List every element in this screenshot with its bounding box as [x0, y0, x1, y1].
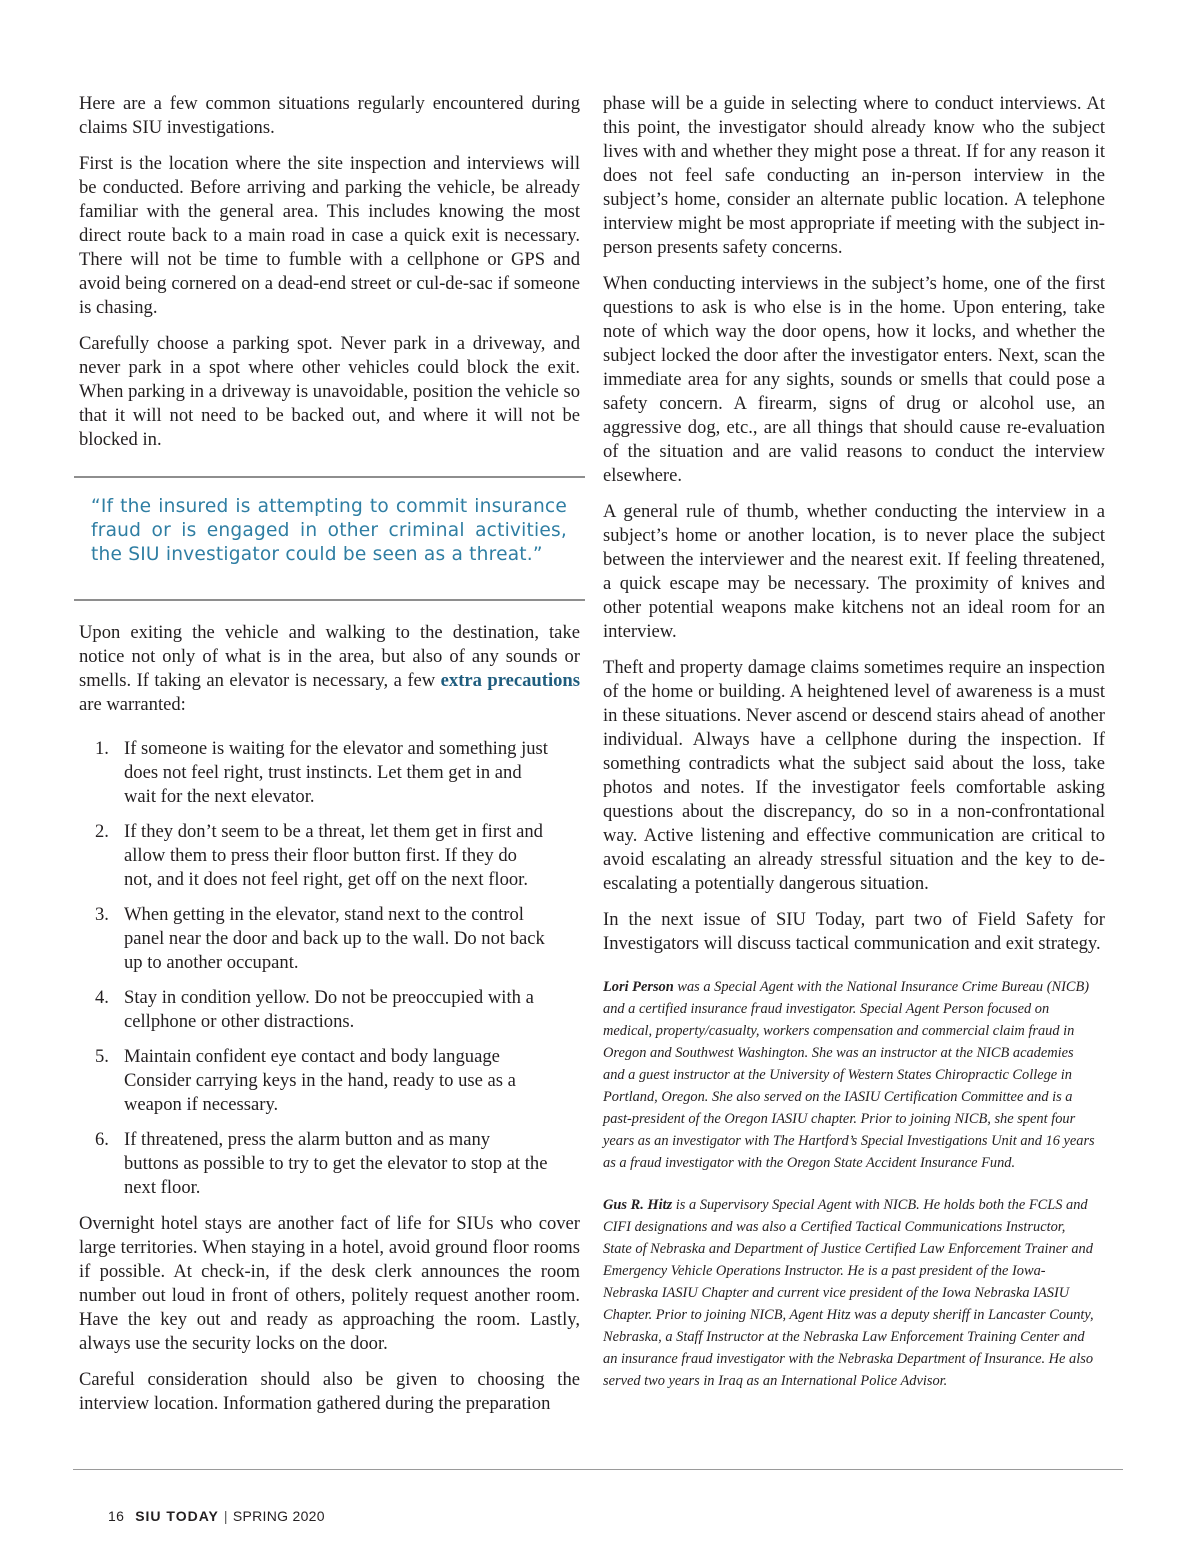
author-name: Lori Person: [603, 979, 674, 995]
list-item-text: If threatened, press the alarm button and as many buttons as possible to try to get the elevator to stop at the next floor.: [124, 1129, 548, 1198]
list-item: [79, 820, 549, 892]
list-item: [79, 1128, 549, 1200]
paragraph: Overnight hotel stays are another fact of life for SIUs who cover large territories. When staying in a hotel, avoid ground floor rooms if possible. At check-in, if the desk clerk announces the room number out loud in front of others, politely request another room. Have the key out and ready as approaching the room. Lastly, always use the security locks on the door.: [79, 1213, 580, 1354]
page-footer: [108, 1508, 325, 1524]
list-number: 4.: [95, 987, 109, 1008]
paragraph: Careful consideration should also be given to choosing the interview location. Information gathered during the preparation: [79, 1369, 580, 1414]
paragraph-text: Upon exiting the vehicle and walking to the destination, take notice not only of what is in the area, but also of any sounds or smells. If taking an elevator is necessary, a few: [79, 622, 580, 691]
author-name: Gus R. Hitz: [603, 1197, 673, 1213]
list-item-text: If someone is waiting for the elevator and something just does not feel right, trust instincts. Let them get in and wait for the next elevator.: [124, 738, 548, 807]
list-item: [79, 903, 549, 975]
paragraph: A general rule of thumb, whether conducting the interview in a subject’s home or another location, is to never place the subject between the interviewer and the nearest exit. If feeling threatened, a quick escape may be necessary. The proximity of knives and other potential weapons make kitchens not an ideal room for an interview.: [603, 501, 1105, 642]
paragraph: Theft and property damage claims sometimes require an inspection of the home or building. A heightened level of awareness is a must in these situations. Never ascend or descend stairs ahead of another individual. Always have a cellphone during the inspection. If something contradicts what the subject said about the loss, take photos and notes. If the investigator feels comfortable asking questions about the discrepancy, do so in a non-confrontational way. Active listening and effective communication are critical to avoid escalating an already stressful situation and the key to de-escalating a potentially dangerous situation.: [603, 657, 1105, 894]
author-bio-lori-person: [603, 976, 1095, 1174]
list-number: 1.: [95, 738, 109, 759]
issue-label: SPRING 2020: [232, 1508, 325, 1524]
right-column: [603, 92, 1105, 1412]
author-bio-text: is a Supervisory Special Agent with NICB. He holds both the FCLS and CIFI designations and was also a Certified Tactical Communications Instructor, State of Nebraska and Department of Justice Certified Law Enforcement Trainer and Emergency Vehicle Operations Instructor. He is a past president of the Iowa-Nebraska IASIU Chapter and current vice president of the Iowa Nebraska IASIU Chapter. Prior to joining NICB, Agent Hitz was a deputy sheriff in Lancaster County, Nebraska, a Staff Instructor at the Nebraska Law Enforcement Training Center and an insurance fraud investigator with the Nebraska Department of Insurance. He also served two years in Iraq as an International Police Advisor.: [603, 1197, 1094, 1389]
publication-name: SIU TODAY: [135, 1508, 219, 1524]
paragraph: When conducting interviews in the subject’s home, one of the first questions to ask is who else is in the home. Upon entering, take note of which way the door opens, how it locks, and whether the subject locked the door after the investigator enters. Next, scan the immediate area for any sights, sounds or smells that could pose a safety concern. A firearm, signs of drug or alcohol use, an aggressive dog, etc., are all things that should cause re-evaluation of the situation and are valid reasons to conduct the interview elsewhere.: [603, 273, 1105, 486]
paragraph: [79, 621, 580, 717]
author-bio-text: was a Special Agent with the National Insurance Crime Bureau (NICB) and a certified insurance fraud investigator. Special Agent Person focused on medical, property/casualty, workers compensation and commercial claim fraud in Oregon and Southwest Washington. She was an instructor at the NICB academies and a guest instructor at the University of Western States Chiropractic College in Portland, Oregon. She also served on the IASIU Certification Committee and is a past-president of the Oregon IASIU chapter. Prior to joining NICB, she spent four years as an investigator with The Hartford’s Special Investigations Unit and 16 years as a fraud investigator with the Oregon State Accident Insurance Fund.: [603, 979, 1095, 1171]
list-number: 3.: [95, 904, 109, 925]
list-number: 6.: [95, 1129, 109, 1150]
author-bio-gus-hitz: [603, 1194, 1095, 1392]
paragraph: Here are a few common situations regularly encountered during claims SIU investigations.: [79, 93, 580, 138]
list-item-text: If they don’t seem to be a threat, let them get in first and allow them to press their floor button first. If they do not, and it does not feel right, get off on the next floor.: [124, 821, 543, 890]
list-number: 2.: [95, 821, 109, 842]
list-item: [79, 737, 549, 809]
elevator-precautions-list: [79, 737, 549, 1200]
page-number: 16: [108, 1508, 125, 1524]
footer-divider: [73, 1469, 1123, 1470]
paragraph-text: are warranted:: [79, 694, 186, 715]
pull-quote: [74, 476, 585, 601]
list-item: [79, 986, 549, 1034]
paragraph: First is the location where the site inspection and interviews will be conducted. Before arriving and parking the vehicle, be already familiar with the general area. This includes knowing the most direct route back to a main road in case a quick exit is necessary. There will not be time to fumble with a cellphone or GPS and avoid being cornered on a dead-end street or cul-de-sac if someone is chasing.: [79, 153, 580, 318]
list-item-text: Stay in condition yellow. Do not be preoccupied with a cellphone or other distractions.: [124, 987, 534, 1032]
extra-precautions-link[interactable]: extra precautions: [440, 670, 581, 691]
footer-separator: |: [223, 1508, 228, 1524]
list-item-text: When getting in the elevator, stand next to the control panel near the door and back up to the wall. Do not back up to another occupant.: [124, 904, 545, 973]
list-number: 5.: [95, 1046, 109, 1067]
list-item-text: Maintain confident eye contact and body language Consider carrying keys in the hand, ready to use as a weapon if necessary.: [124, 1046, 516, 1115]
list-item: [79, 1045, 549, 1117]
left-column: [79, 92, 580, 1428]
paragraph: In the next issue of SIU Today, part two of Field Safety for Investigators will discuss tactical communication and exit strategy.: [603, 909, 1105, 954]
pull-quote-text: “If the insured is attempting to commit insurance fraud or is engaged in other criminal activities, the SIU investigator could be seen as a threat.”: [91, 496, 567, 565]
paragraph: Carefully choose a parking spot. Never park in a driveway, and never park in a spot where other vehicles could block the exit. When parking in a driveway is unavoidable, position the vehicle so that it will not need to be backed out, and where it will not be blocked in.: [79, 333, 580, 450]
paragraph: phase will be a guide in selecting where to conduct interviews. At this point, the investigator should already know who the subject lives with and whether they might pose a threat. If for any reason it does not feel safe conducting an in-person interview in the subject’s home, consider an alternate public location. A telephone interview might be most appropriate if meeting with the subject in-person presents safety concerns.: [603, 93, 1105, 258]
